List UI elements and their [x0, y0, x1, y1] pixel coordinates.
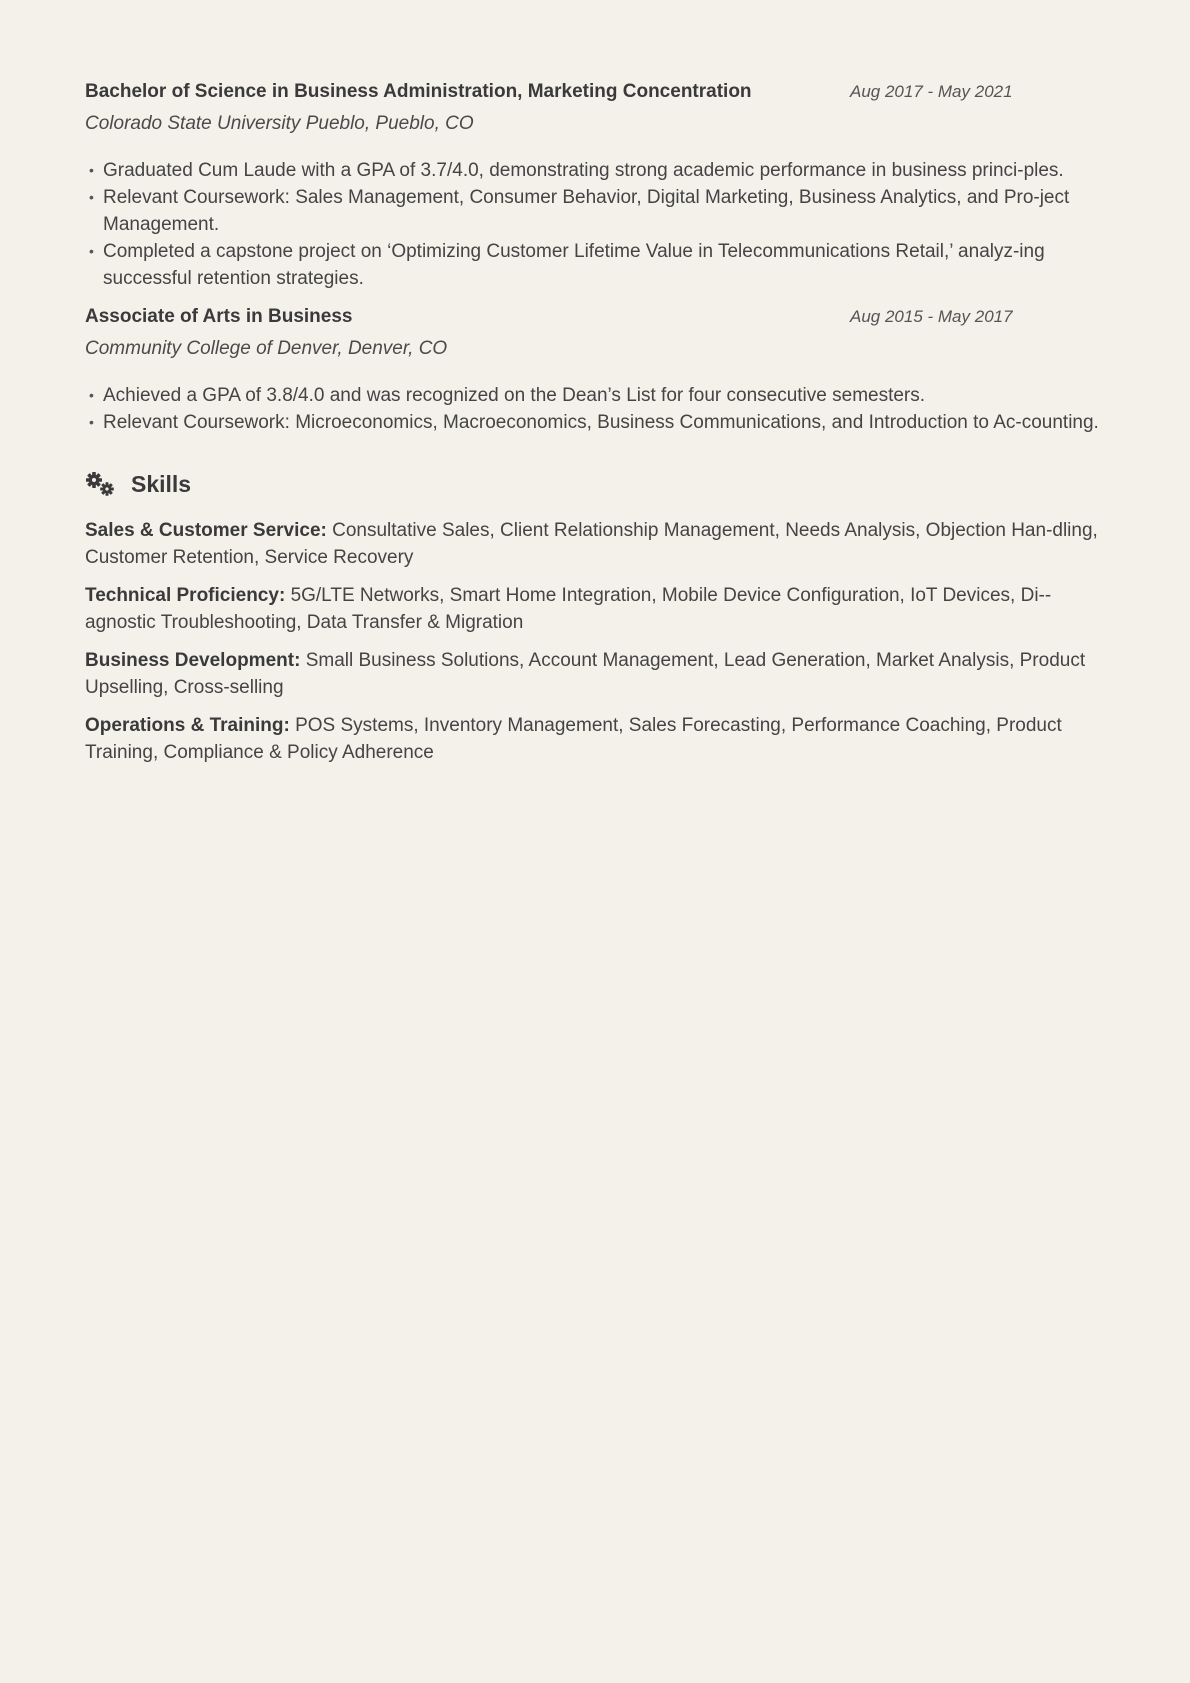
education-dates: Aug 2015 - May 2017 — [850, 307, 1013, 326]
bullet-text: Completed a capstone project on ‘Optimizing Customer Lifetime Value in Telecommunications Retail,’ analyz-ing successful retention strategies. — [103, 241, 1045, 289]
skill-text: POS Systems, Inventory Management, Sales Forecasting, Performance Coaching, Product Training, Compliance & Policy Adherence — [85, 715, 1062, 763]
resume-page — [85, 78, 1105, 766]
skill-label: Operations & Training: — [85, 715, 290, 736]
bullet-dot-icon: • — [89, 162, 94, 178]
skill-text: Small Business Solutions, Account Management, Lead Generation, Market Analysis, Product Upselling, Cross-selling — [85, 650, 1086, 698]
education-entry-bachelor — [85, 78, 1105, 292]
degree-title: Bachelor of Science in Business Administration, Marketing Concentration — [85, 81, 752, 102]
bullet-dot-icon: • — [89, 414, 94, 430]
bullet-item — [89, 157, 1105, 184]
education-entry-header — [85, 303, 1105, 331]
skill-row — [85, 712, 1105, 766]
bullet-dot-icon: • — [89, 189, 94, 205]
bullet-dot-icon: • — [89, 243, 94, 259]
skill-row — [85, 517, 1105, 571]
skill-label: Sales & Customer Service: — [85, 520, 327, 541]
bullet-text: Graduated Cum Laude with a GPA of 3.7/4.0, demonstrating strong academic performance in business princi-ples. — [103, 160, 1064, 181]
school-name: Colorado State University Pueblo, Pueblo, CO — [85, 113, 474, 134]
bullet-item — [89, 184, 1105, 238]
skill-label: Technical Proficiency: — [85, 585, 286, 606]
education-bullets — [85, 382, 1105, 436]
skill-text: 5G/LTE Networks, Smart Home Integration, Mobile Device Configuration, IoT Devices, Di-agnostic Troubleshooting, Data Transfer & Migration — [85, 585, 1052, 633]
degree-title: Associate of Arts in Business — [85, 306, 353, 327]
skill-label: Business Development: — [85, 650, 301, 671]
bullet-text: Relevant Coursework: Sales Management, Consumer Behavior, Digital Marketing, Business Analytics, and Pro-ject Management. — [103, 187, 1070, 235]
skill-row — [85, 647, 1105, 701]
school-name: Community College of Denver, Denver, CO — [85, 338, 448, 359]
skills-title: Skills — [131, 470, 192, 497]
skills-section-header — [85, 469, 1105, 499]
skill-text: Consultative Sales, Client Relationship Management, Needs Analysis, Objection Han-dling, Customer Retention, Service Recovery — [85, 520, 1098, 568]
bullet-item — [89, 238, 1105, 292]
education-bullets — [85, 157, 1105, 292]
gears-icon — [85, 470, 117, 498]
skill-row — [85, 582, 1105, 636]
education-dates: Aug 2017 - May 2021 — [850, 82, 1013, 101]
bullet-item — [89, 382, 1105, 409]
bullet-text: Relevant Coursework: Microeconomics, Macroeconomics, Business Communications, and Introduction to Ac-counting. — [103, 412, 1099, 433]
education-entry-header — [85, 78, 1105, 106]
education-entry-associate — [85, 303, 1105, 436]
bullet-item — [89, 409, 1105, 436]
bullet-dot-icon: • — [89, 387, 94, 403]
bullet-text: Achieved a GPA of 3.8/4.0 and was recognized on the Dean’s List for four consecutive semesters. — [103, 385, 926, 406]
